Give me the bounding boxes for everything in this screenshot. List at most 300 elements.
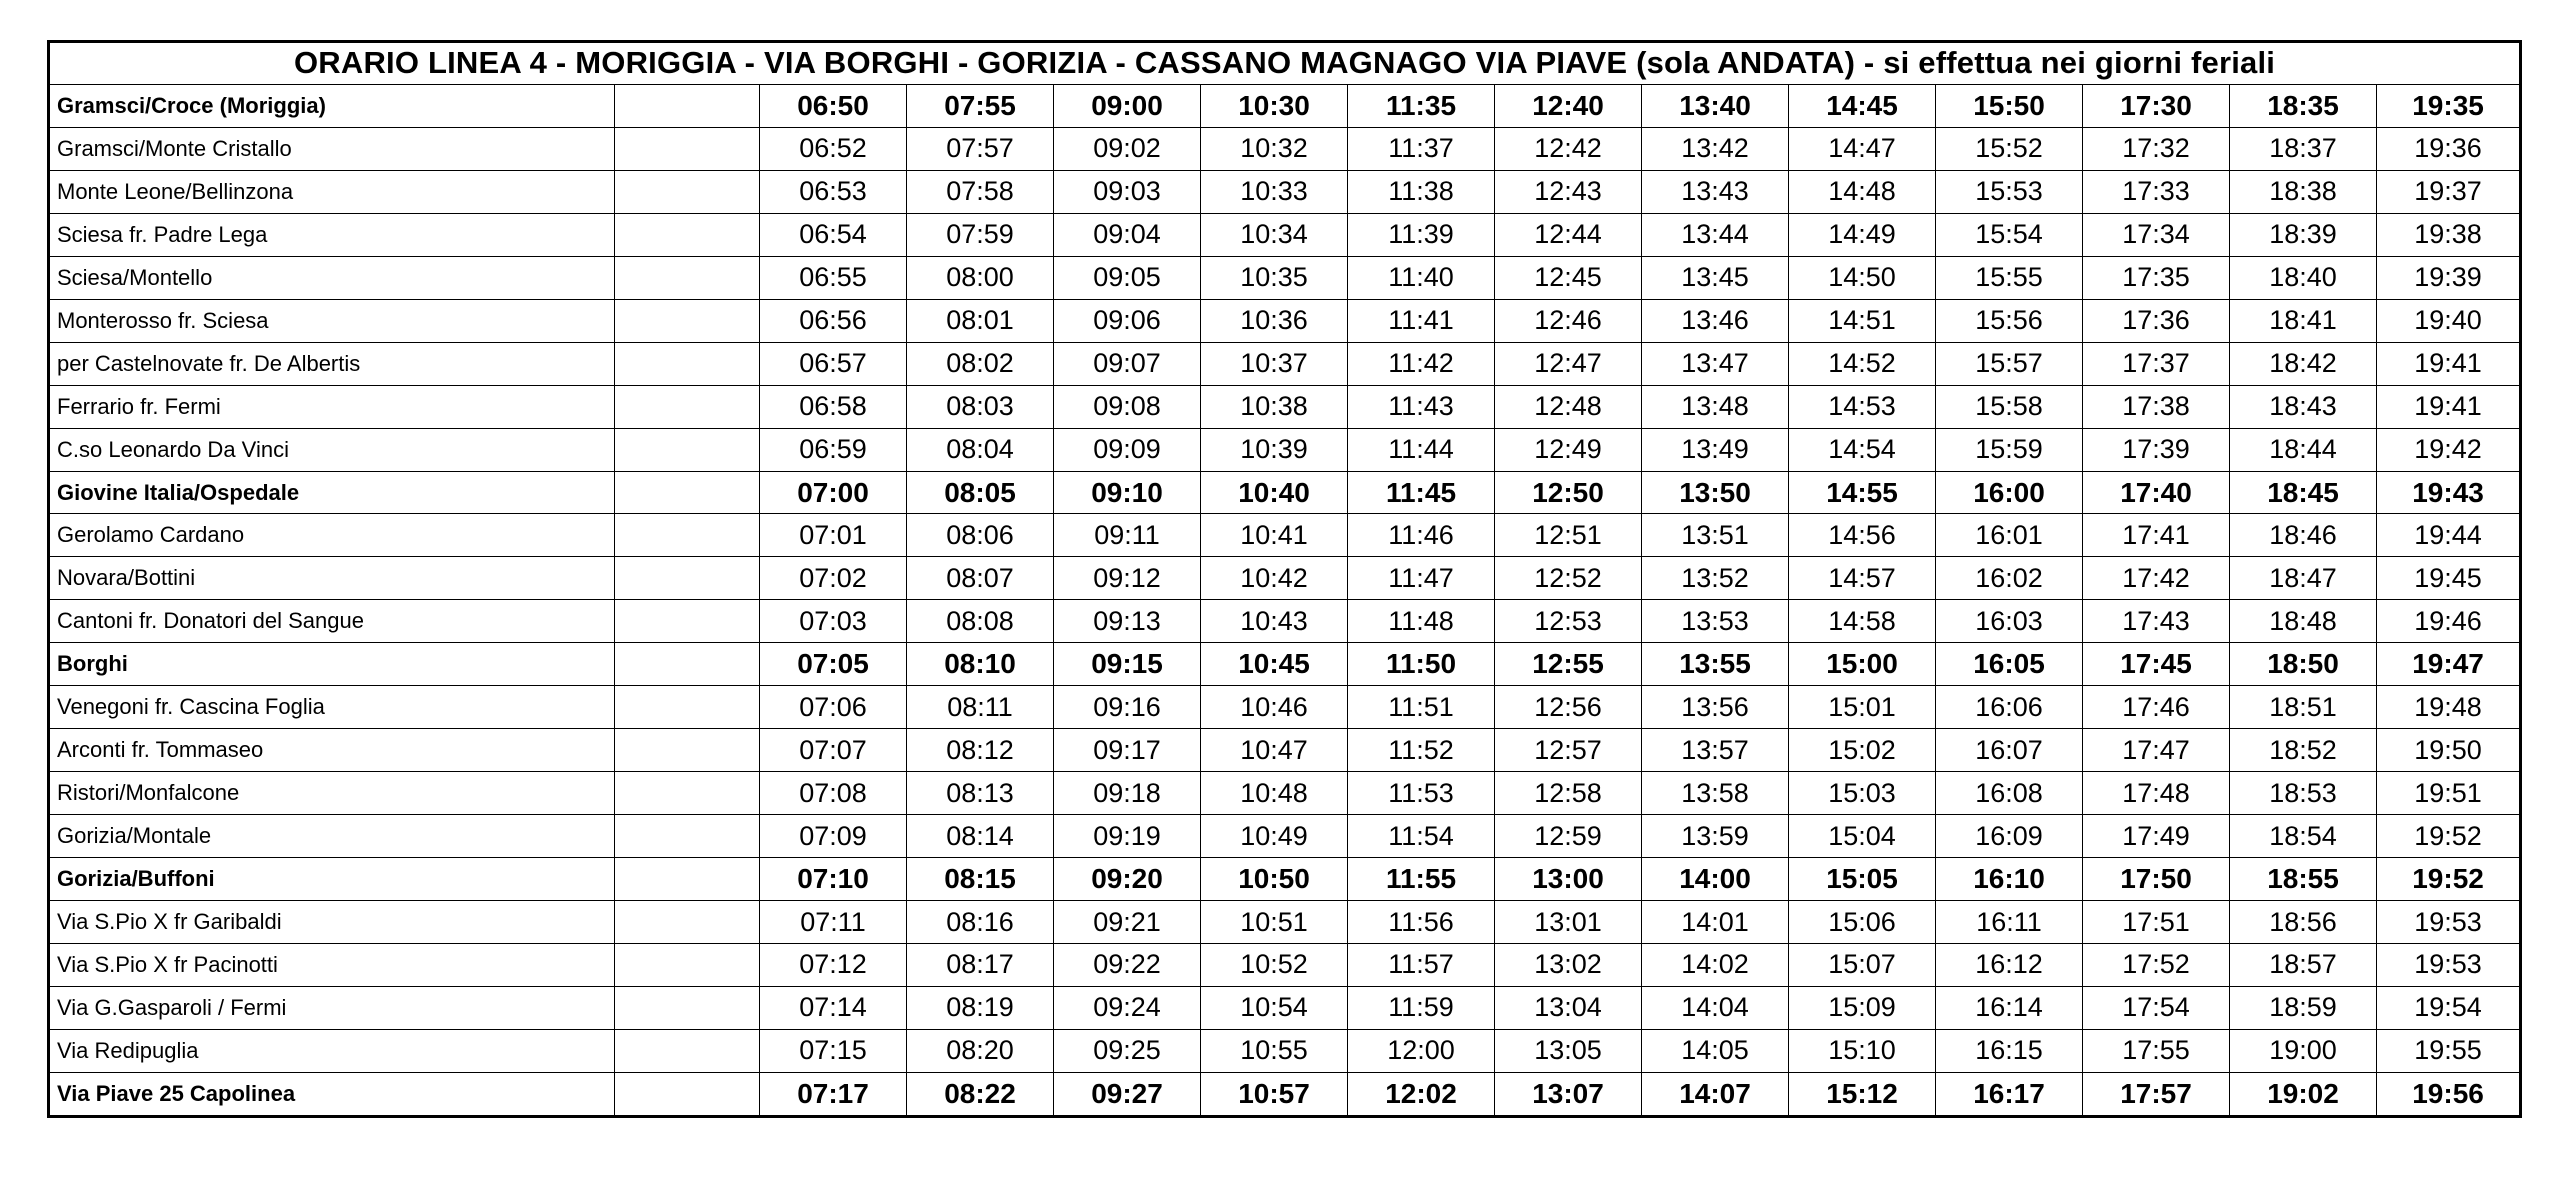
departure-time: 08:08 xyxy=(907,600,1054,643)
departure-time: 06:58 xyxy=(760,385,907,428)
departure-time: 13:47 xyxy=(1642,342,1789,385)
departure-time: 11:48 xyxy=(1348,600,1495,643)
departure-time: 15:07 xyxy=(1789,944,1936,987)
departure-time: 09:07 xyxy=(1054,342,1201,385)
departure-time: 10:42 xyxy=(1201,557,1348,600)
departure-time: 11:47 xyxy=(1348,557,1495,600)
stop-name: Via S.Pio X fr Garibaldi xyxy=(49,901,615,944)
departure-time: 08:22 xyxy=(907,1072,1054,1116)
departure-time: 19:35 xyxy=(2377,84,2521,127)
departure-time: 10:48 xyxy=(1201,772,1348,815)
departure-time: 18:37 xyxy=(2230,127,2377,170)
departure-time: 14:02 xyxy=(1642,944,1789,987)
departure-time: 15:52 xyxy=(1936,127,2083,170)
departure-time: 19:45 xyxy=(2377,557,2521,600)
departure-time: 15:50 xyxy=(1936,84,2083,127)
departure-time: 10:52 xyxy=(1201,944,1348,987)
departure-time: 10:39 xyxy=(1201,428,1348,471)
departure-time: 11:53 xyxy=(1348,772,1495,815)
table-row xyxy=(49,84,2521,127)
departure-time: 17:32 xyxy=(2083,127,2230,170)
departure-time: 17:38 xyxy=(2083,385,2230,428)
departure-time: 16:05 xyxy=(1936,643,2083,686)
empty-cell xyxy=(615,1072,760,1116)
stop-name: Via G.Gasparoli / Fermi xyxy=(49,986,615,1029)
departure-time: 12:57 xyxy=(1495,729,1642,772)
departure-time: 14:04 xyxy=(1642,986,1789,1029)
stop-name: Novara/Bottini xyxy=(49,557,615,600)
departure-time: 13:05 xyxy=(1495,1029,1642,1072)
departure-time: 11:52 xyxy=(1348,729,1495,772)
stop-name: Gorizia/Montale xyxy=(49,815,615,858)
departure-time: 09:15 xyxy=(1054,643,1201,686)
departure-time: 17:35 xyxy=(2083,256,2230,299)
departure-time: 19:47 xyxy=(2377,643,2521,686)
departure-time: 13:57 xyxy=(1642,729,1789,772)
departure-time: 13:01 xyxy=(1495,901,1642,944)
departure-time: 10:43 xyxy=(1201,600,1348,643)
empty-cell xyxy=(615,428,760,471)
departure-time: 07:10 xyxy=(760,858,907,901)
departure-time: 07:15 xyxy=(760,1029,907,1072)
stop-name: Gramsci/Monte Cristallo xyxy=(49,127,615,170)
departure-time: 12:45 xyxy=(1495,256,1642,299)
departure-time: 13:48 xyxy=(1642,385,1789,428)
departure-time: 07:11 xyxy=(760,901,907,944)
departure-time: 18:59 xyxy=(2230,986,2377,1029)
departure-time: 15:57 xyxy=(1936,342,2083,385)
departure-time: 18:41 xyxy=(2230,299,2377,342)
departure-time: 12:58 xyxy=(1495,772,1642,815)
departure-time: 11:44 xyxy=(1348,428,1495,471)
departure-time: 09:03 xyxy=(1054,170,1201,213)
departure-time: 18:45 xyxy=(2230,471,2377,514)
departure-time: 07:08 xyxy=(760,772,907,815)
departure-time: 11:50 xyxy=(1348,643,1495,686)
departure-time: 18:55 xyxy=(2230,858,2377,901)
departure-time: 14:05 xyxy=(1642,1029,1789,1072)
departure-time: 09:08 xyxy=(1054,385,1201,428)
departure-time: 09:02 xyxy=(1054,127,1201,170)
departure-time: 19:50 xyxy=(2377,729,2521,772)
departure-time: 14:50 xyxy=(1789,256,1936,299)
departure-time: 15:12 xyxy=(1789,1072,1936,1116)
table-row xyxy=(49,342,2521,385)
stop-name: Gramsci/Croce (Moriggia) xyxy=(49,84,615,127)
departure-time: 12:42 xyxy=(1495,127,1642,170)
departure-time: 19:52 xyxy=(2377,815,2521,858)
departure-time: 13:52 xyxy=(1642,557,1789,600)
empty-cell xyxy=(615,342,760,385)
departure-time: 19:54 xyxy=(2377,986,2521,1029)
departure-time: 19:37 xyxy=(2377,170,2521,213)
departure-time: 12:55 xyxy=(1495,643,1642,686)
departure-time: 13:45 xyxy=(1642,256,1789,299)
table-row xyxy=(49,127,2521,170)
departure-time: 16:11 xyxy=(1936,901,2083,944)
departure-time: 17:45 xyxy=(2083,643,2230,686)
stop-name: Monte Leone/Bellinzona xyxy=(49,170,615,213)
departure-time: 12:49 xyxy=(1495,428,1642,471)
table-row xyxy=(49,729,2521,772)
departure-time: 17:57 xyxy=(2083,1072,2230,1116)
departure-time: 18:46 xyxy=(2230,514,2377,557)
departure-time: 10:32 xyxy=(1201,127,1348,170)
table-row xyxy=(49,600,2521,643)
stop-name: C.so Leonardo Da Vinci xyxy=(49,428,615,471)
departure-time: 18:40 xyxy=(2230,256,2377,299)
table-row xyxy=(49,858,2521,901)
departure-time: 07:00 xyxy=(760,471,907,514)
table-row xyxy=(49,901,2521,944)
departure-time: 07:17 xyxy=(760,1072,907,1116)
stop-name: Venegoni fr. Cascina Foglia xyxy=(49,686,615,729)
departure-time: 17:37 xyxy=(2083,342,2230,385)
departure-time: 11:45 xyxy=(1348,471,1495,514)
departure-time: 17:47 xyxy=(2083,729,2230,772)
empty-cell xyxy=(615,256,760,299)
departure-time: 10:45 xyxy=(1201,643,1348,686)
departure-time: 19:46 xyxy=(2377,600,2521,643)
departure-time: 14:48 xyxy=(1789,170,1936,213)
departure-time: 17:36 xyxy=(2083,299,2230,342)
departure-time: 13:50 xyxy=(1642,471,1789,514)
stop-name: Borghi xyxy=(49,643,615,686)
departure-time: 08:00 xyxy=(907,256,1054,299)
table-row xyxy=(49,471,2521,514)
departure-time: 07:12 xyxy=(760,944,907,987)
empty-cell xyxy=(615,901,760,944)
table-row xyxy=(49,944,2521,987)
departure-time: 08:11 xyxy=(907,686,1054,729)
departure-time: 07:55 xyxy=(907,84,1054,127)
departure-time: 10:50 xyxy=(1201,858,1348,901)
departure-time: 15:59 xyxy=(1936,428,2083,471)
table-row xyxy=(49,1072,2521,1116)
departure-time: 15:03 xyxy=(1789,772,1936,815)
departure-time: 10:34 xyxy=(1201,213,1348,256)
departure-time: 12:40 xyxy=(1495,84,1642,127)
stop-name: Via Piave 25 Capolinea xyxy=(49,1072,615,1116)
empty-cell xyxy=(615,299,760,342)
departure-time: 17:40 xyxy=(2083,471,2230,514)
departure-time: 09:24 xyxy=(1054,986,1201,1029)
stop-name: Via Redipuglia xyxy=(49,1029,615,1072)
departure-time: 09:10 xyxy=(1054,471,1201,514)
table-row xyxy=(49,428,2521,471)
departure-time: 13:58 xyxy=(1642,772,1789,815)
departure-time: 06:53 xyxy=(760,170,907,213)
departure-time: 07:02 xyxy=(760,557,907,600)
departure-time: 16:03 xyxy=(1936,600,2083,643)
departure-time: 19:53 xyxy=(2377,901,2521,944)
departure-time: 16:17 xyxy=(1936,1072,2083,1116)
timetable-title: ORARIO LINEA 4 - MORIGGIA - VIA BORGHI - GORIZIA - CASSANO MAGNAGO VIA PIAVE (sola ANDATA) - si effettua nei giorni feriali xyxy=(49,42,2521,85)
departure-time: 18:48 xyxy=(2230,600,2377,643)
title-row xyxy=(49,42,2521,85)
departure-time: 07:06 xyxy=(760,686,907,729)
departure-time: 07:57 xyxy=(907,127,1054,170)
departure-time: 09:16 xyxy=(1054,686,1201,729)
departure-time: 18:50 xyxy=(2230,643,2377,686)
departure-time: 14:52 xyxy=(1789,342,1936,385)
departure-time: 13:00 xyxy=(1495,858,1642,901)
departure-time: 11:43 xyxy=(1348,385,1495,428)
departure-time: 15:56 xyxy=(1936,299,2083,342)
departure-time: 18:57 xyxy=(2230,944,2377,987)
departure-time: 13:02 xyxy=(1495,944,1642,987)
departure-time: 10:54 xyxy=(1201,986,1348,1029)
table-row xyxy=(49,256,2521,299)
departure-time: 10:40 xyxy=(1201,471,1348,514)
departure-time: 14:55 xyxy=(1789,471,1936,514)
departure-time: 15:55 xyxy=(1936,256,2083,299)
departure-time: 09:06 xyxy=(1054,299,1201,342)
departure-time: 08:19 xyxy=(907,986,1054,1029)
departure-time: 06:54 xyxy=(760,213,907,256)
departure-time: 11:40 xyxy=(1348,256,1495,299)
departure-time: 08:12 xyxy=(907,729,1054,772)
departure-time: 17:42 xyxy=(2083,557,2230,600)
departure-time: 17:50 xyxy=(2083,858,2230,901)
departure-time: 16:01 xyxy=(1936,514,2083,557)
timetable xyxy=(47,40,2522,1118)
departure-time: 09:00 xyxy=(1054,84,1201,127)
stop-name: Giovine Italia/Ospedale xyxy=(49,471,615,514)
departure-time: 18:51 xyxy=(2230,686,2377,729)
table-row xyxy=(49,514,2521,557)
departure-time: 19:40 xyxy=(2377,299,2521,342)
departure-time: 14:49 xyxy=(1789,213,1936,256)
departure-time: 19:39 xyxy=(2377,256,2521,299)
departure-time: 11:56 xyxy=(1348,901,1495,944)
departure-time: 10:38 xyxy=(1201,385,1348,428)
departure-time: 19:41 xyxy=(2377,385,2521,428)
departure-time: 08:13 xyxy=(907,772,1054,815)
empty-cell xyxy=(615,213,760,256)
departure-time: 17:43 xyxy=(2083,600,2230,643)
departure-time: 12:52 xyxy=(1495,557,1642,600)
departure-time: 08:20 xyxy=(907,1029,1054,1072)
departure-time: 09:11 xyxy=(1054,514,1201,557)
departure-time: 19:00 xyxy=(2230,1029,2377,1072)
departure-time: 16:07 xyxy=(1936,729,2083,772)
departure-time: 11:57 xyxy=(1348,944,1495,987)
departure-time: 11:37 xyxy=(1348,127,1495,170)
departure-time: 17:33 xyxy=(2083,170,2230,213)
departure-time: 12:59 xyxy=(1495,815,1642,858)
departure-time: 17:48 xyxy=(2083,772,2230,815)
departure-time: 16:15 xyxy=(1936,1029,2083,1072)
departure-time: 08:01 xyxy=(907,299,1054,342)
stop-name: Gorizia/Buffoni xyxy=(49,858,615,901)
table-row xyxy=(49,772,2521,815)
departure-time: 13:44 xyxy=(1642,213,1789,256)
departure-time: 19:42 xyxy=(2377,428,2521,471)
departure-time: 07:09 xyxy=(760,815,907,858)
table-row xyxy=(49,299,2521,342)
table-row xyxy=(49,686,2521,729)
departure-time: 08:02 xyxy=(907,342,1054,385)
departure-time: 10:35 xyxy=(1201,256,1348,299)
departure-time: 06:55 xyxy=(760,256,907,299)
departure-time: 09:17 xyxy=(1054,729,1201,772)
empty-cell xyxy=(615,127,760,170)
stop-name: per Castelnovate fr. De Albertis xyxy=(49,342,615,385)
departure-time: 13:40 xyxy=(1642,84,1789,127)
table-row xyxy=(49,1029,2521,1072)
departure-time: 19:48 xyxy=(2377,686,2521,729)
departure-time: 14:56 xyxy=(1789,514,1936,557)
departure-time: 08:05 xyxy=(907,471,1054,514)
departure-time: 13:04 xyxy=(1495,986,1642,1029)
departure-time: 12:47 xyxy=(1495,342,1642,385)
departure-time: 11:35 xyxy=(1348,84,1495,127)
departure-time: 08:14 xyxy=(907,815,1054,858)
departure-time: 09:27 xyxy=(1054,1072,1201,1116)
departure-time: 09:25 xyxy=(1054,1029,1201,1072)
departure-time: 14:54 xyxy=(1789,428,1936,471)
departure-time: 18:54 xyxy=(2230,815,2377,858)
departure-time: 18:38 xyxy=(2230,170,2377,213)
empty-cell xyxy=(615,600,760,643)
departure-time: 17:39 xyxy=(2083,428,2230,471)
departure-time: 09:21 xyxy=(1054,901,1201,944)
departure-time: 09:13 xyxy=(1054,600,1201,643)
departure-time: 13:53 xyxy=(1642,600,1789,643)
departure-time: 07:01 xyxy=(760,514,907,557)
empty-cell xyxy=(615,1029,760,1072)
departure-time: 10:33 xyxy=(1201,170,1348,213)
departure-time: 15:58 xyxy=(1936,385,2083,428)
departure-time: 10:30 xyxy=(1201,84,1348,127)
departure-time: 09:09 xyxy=(1054,428,1201,471)
departure-time: 07:59 xyxy=(907,213,1054,256)
empty-cell xyxy=(615,858,760,901)
departure-time: 10:41 xyxy=(1201,514,1348,557)
empty-cell xyxy=(615,686,760,729)
departure-time: 12:56 xyxy=(1495,686,1642,729)
departure-time: 14:00 xyxy=(1642,858,1789,901)
departure-time: 10:51 xyxy=(1201,901,1348,944)
departure-time: 15:04 xyxy=(1789,815,1936,858)
departure-time: 19:36 xyxy=(2377,127,2521,170)
departure-time: 09:18 xyxy=(1054,772,1201,815)
empty-cell xyxy=(615,772,760,815)
empty-cell xyxy=(615,815,760,858)
departure-time: 08:04 xyxy=(907,428,1054,471)
departure-time: 19:52 xyxy=(2377,858,2521,901)
departure-time: 14:51 xyxy=(1789,299,1936,342)
departure-time: 10:49 xyxy=(1201,815,1348,858)
departure-time: 14:58 xyxy=(1789,600,1936,643)
departure-time: 18:35 xyxy=(2230,84,2377,127)
departure-time: 11:46 xyxy=(1348,514,1495,557)
departure-time: 16:02 xyxy=(1936,557,2083,600)
departure-time: 12:44 xyxy=(1495,213,1642,256)
departure-time: 19:53 xyxy=(2377,944,2521,987)
departure-time: 13:07 xyxy=(1495,1072,1642,1116)
stop-name: Sciesa fr. Padre Lega xyxy=(49,213,615,256)
stop-name: Ristori/Monfalcone xyxy=(49,772,615,815)
table-row xyxy=(49,170,2521,213)
departure-time: 11:42 xyxy=(1348,342,1495,385)
empty-cell xyxy=(615,84,760,127)
departure-time: 17:46 xyxy=(2083,686,2230,729)
departure-time: 15:01 xyxy=(1789,686,1936,729)
departure-time: 06:57 xyxy=(760,342,907,385)
departure-time: 08:07 xyxy=(907,557,1054,600)
departure-time: 10:55 xyxy=(1201,1029,1348,1072)
departure-time: 09:12 xyxy=(1054,557,1201,600)
departure-time: 16:08 xyxy=(1936,772,2083,815)
departure-time: 14:53 xyxy=(1789,385,1936,428)
departure-time: 09:05 xyxy=(1054,256,1201,299)
departure-time: 13:55 xyxy=(1642,643,1789,686)
departure-time: 17:49 xyxy=(2083,815,2230,858)
departure-time: 19:55 xyxy=(2377,1029,2521,1072)
departure-time: 18:53 xyxy=(2230,772,2377,815)
departure-time: 08:06 xyxy=(907,514,1054,557)
table-row xyxy=(49,643,2521,686)
departure-time: 06:50 xyxy=(760,84,907,127)
departure-time: 17:30 xyxy=(2083,84,2230,127)
departure-time: 12:00 xyxy=(1348,1029,1495,1072)
departure-time: 12:51 xyxy=(1495,514,1642,557)
departure-time: 15:53 xyxy=(1936,170,2083,213)
table-row xyxy=(49,385,2521,428)
departure-time: 18:56 xyxy=(2230,901,2377,944)
departure-time: 09:20 xyxy=(1054,858,1201,901)
departure-time: 13:43 xyxy=(1642,170,1789,213)
departure-time: 17:55 xyxy=(2083,1029,2230,1072)
departure-time: 13:42 xyxy=(1642,127,1789,170)
stop-name: Ferrario fr. Fermi xyxy=(49,385,615,428)
departure-time: 19:51 xyxy=(2377,772,2521,815)
departure-time: 14:01 xyxy=(1642,901,1789,944)
departure-time: 19:02 xyxy=(2230,1072,2377,1116)
departure-time: 08:16 xyxy=(907,901,1054,944)
table-row xyxy=(49,986,2521,1029)
departure-time: 17:54 xyxy=(2083,986,2230,1029)
departure-time: 11:38 xyxy=(1348,170,1495,213)
departure-time: 13:46 xyxy=(1642,299,1789,342)
departure-time: 15:00 xyxy=(1789,643,1936,686)
departure-time: 13:49 xyxy=(1642,428,1789,471)
departure-time: 11:55 xyxy=(1348,858,1495,901)
departure-time: 14:45 xyxy=(1789,84,1936,127)
stop-name: Gerolamo Cardano xyxy=(49,514,615,557)
departure-time: 14:57 xyxy=(1789,557,1936,600)
stop-name: Arconti fr. Tommaseo xyxy=(49,729,615,772)
departure-time: 10:47 xyxy=(1201,729,1348,772)
departure-time: 16:10 xyxy=(1936,858,2083,901)
departure-time: 15:54 xyxy=(1936,213,2083,256)
empty-cell xyxy=(615,729,760,772)
departure-time: 14:47 xyxy=(1789,127,1936,170)
departure-time: 19:38 xyxy=(2377,213,2521,256)
empty-cell xyxy=(615,557,760,600)
empty-cell xyxy=(615,514,760,557)
departure-time: 12:02 xyxy=(1348,1072,1495,1116)
departure-time: 11:51 xyxy=(1348,686,1495,729)
departure-time: 07:14 xyxy=(760,986,907,1029)
departure-time: 19:56 xyxy=(2377,1072,2521,1116)
departure-time: 17:51 xyxy=(2083,901,2230,944)
departure-time: 16:06 xyxy=(1936,686,2083,729)
departure-time: 12:46 xyxy=(1495,299,1642,342)
departure-time: 10:46 xyxy=(1201,686,1348,729)
